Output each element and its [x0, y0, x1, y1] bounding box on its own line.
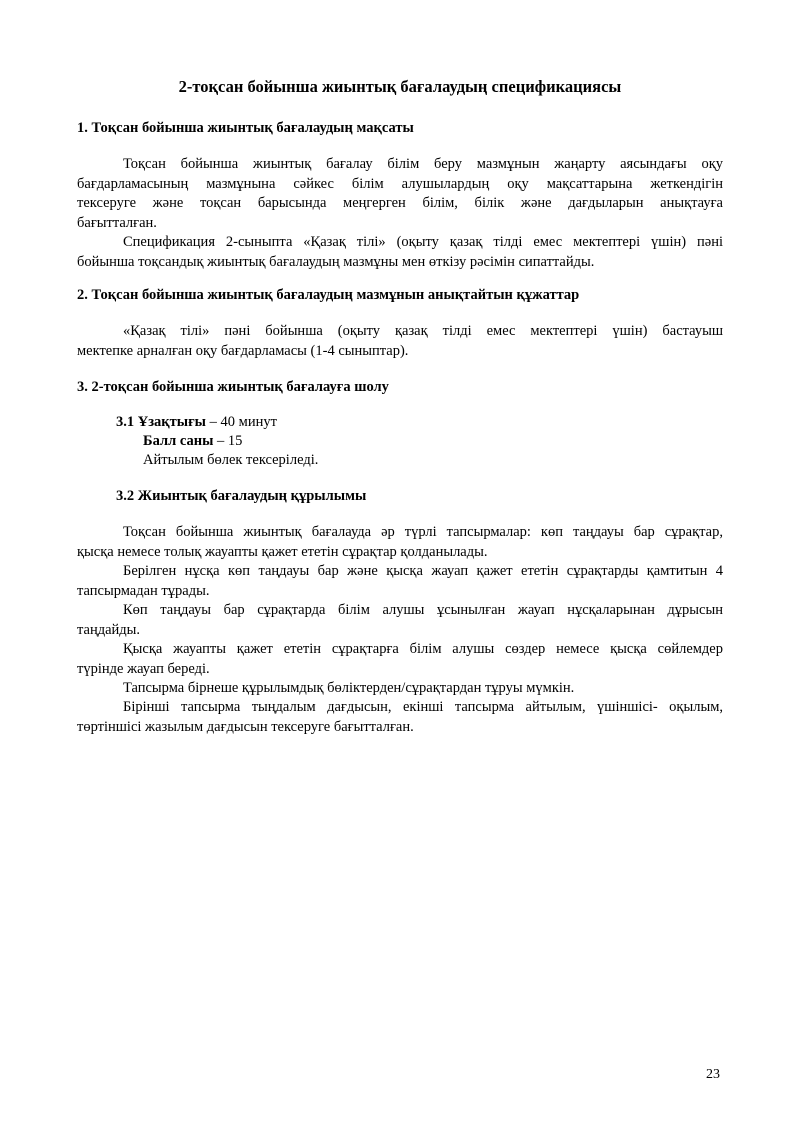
structure-paragraph-4	[77, 640, 723, 679]
section-1-heading: 1. Тоқсан бойынша жиынтық бағалаудың мақсаты	[77, 120, 414, 136]
structure-paragraph-3	[77, 601, 723, 640]
score-value: – 15	[213, 433, 243, 449]
section-3-heading: 3. 2-тоқсан бойынша жиынтық бағалауға шолу	[77, 379, 389, 395]
document-title: 2-тоқсан бойынша жиынтық бағалаудың спецификациясы	[178, 77, 622, 96]
section-2-paragraph	[77, 322, 723, 361]
text-line: төртіншісі жазылым дағдысын тексеруге бағытталған.	[77, 718, 414, 735]
text-line: бағдарламасының мазмұнына сәйкес білім алушылардың оқу мақсаттарына жеткендігін	[77, 175, 723, 192]
text-line: қысқа немесе толық жауапты қажет ететін сұрақтар қолданылады.	[77, 543, 488, 560]
structure-paragraph-6	[77, 698, 723, 737]
text-line: Қысқа жауапты қажет ететін сұрақтарға білім алушы сөздер немесе қысқа сөйлемдер	[123, 641, 723, 657]
text-line: Тапсырма бірнеше құрылымдық бөліктерден/сұрақтардан тұруы мүмкін.	[123, 680, 575, 696]
text-line: «Қазақ тілі» пәні бойынша (оқыту қазақ тілді емес мектептері үшін) бастауыш	[123, 323, 723, 339]
text-line: тексеруге және тоқсан барысында меңгерген білім, білік және дағдыларын анықтауға	[77, 195, 723, 211]
text-line: Тоқсан бойынша жиынтық бағалау білім беру мазмұнын жаңарту аясындағы оқу	[123, 156, 723, 172]
text-line: Көп таңдауы бар сұрақтарда білім алушы ұсынылған жауап нұсқаларынан дұрысын	[123, 602, 723, 618]
text-line: бағытталған.	[77, 214, 157, 231]
text-line: Тоқсан бойынша жиынтық бағалауда әр түрлі тапсырмалар: көп таңдауы бар сұрақтар,	[123, 524, 723, 540]
page-number: 23	[706, 1067, 720, 1082]
duration-value: – 40 минут	[206, 414, 277, 430]
duration-line	[116, 413, 277, 433]
text-line: Берілген нұсқа көп таңдауы бар және қысқа жауап қажет ететін сұрақтарды қамтитын 4	[123, 563, 723, 579]
structure-heading: 3.2 Жиынтық бағалаудың құрылымы	[116, 488, 367, 504]
text-line: бойынша тоқсандық жиынтық бағалаудың мазмұны мен өткізу рәсімін сипаттайды.	[77, 253, 595, 270]
section-1-paragraph-2	[77, 233, 723, 272]
section-1-paragraph-1	[77, 155, 723, 233]
structure-paragraph-5	[77, 679, 723, 699]
text-line: Спецификация 2-сыныпта «Қазақ тілі» (оқыту қазақ тілді емес мектептері үшін) пәні	[123, 234, 723, 250]
text-line: мектепке арналған оқу бағдарламасы (1-4 сыныптар).	[77, 342, 409, 359]
score-label: Балл саны	[143, 433, 214, 449]
section-2-heading: 2. Тоқсан бойынша жиынтық бағалаудың мазмұнын анықтайтын құжаттар	[77, 287, 580, 303]
score-line	[143, 432, 242, 452]
structure-paragraph-1	[77, 523, 723, 562]
text-line: таңдайды.	[77, 621, 141, 638]
text-line: түрінде жауап береді.	[77, 660, 210, 677]
structure-paragraph-2	[77, 562, 723, 601]
text-line: тапсырмадан тұрады.	[77, 582, 210, 599]
duration-label: 3.1 Ұзақтығы	[116, 414, 207, 430]
text-line: Бірінші тапсырма тыңдалым дағдысын, екінші тапсырма айтылым, үшіншісі- оқылым,	[123, 699, 723, 715]
speaking-note: Айтылым бөлек тексеріледі.	[143, 452, 319, 468]
